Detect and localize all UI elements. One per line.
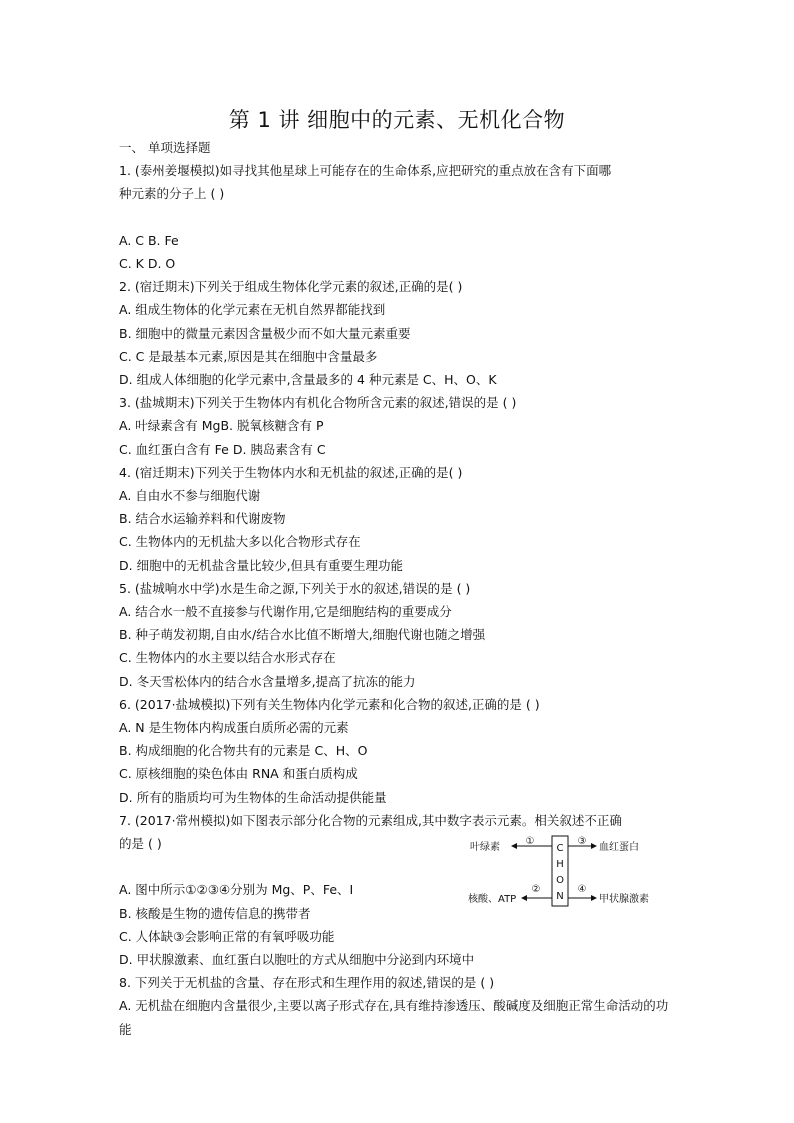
q2-option-b: B. 细胞中的微量元素因含量极少而不如大量元素重要 bbox=[119, 325, 411, 341]
section-heading: 一、 单项选择题 bbox=[119, 140, 211, 155]
q3-options-cd: C. 血红蛋白含有 Fe D. 胰岛素含有 C bbox=[119, 441, 326, 457]
q5-option-c: C. 生物体内的水主要以结合水形式存在 bbox=[119, 650, 336, 666]
q7-stem-line2: 的是 ( ) bbox=[119, 836, 162, 852]
blank-line bbox=[119, 206, 679, 229]
q5-option-a: A. 结合水一般不直接参与代谢作用,它是细胞结构的重要成分 bbox=[119, 604, 452, 620]
q2-option-d: D. 组成人体细胞的化学元素中,含量最多的 4 种元素是 C、H、O、K bbox=[119, 372, 497, 388]
label-thyroid-hormone: 甲状腺激素 bbox=[599, 894, 649, 905]
q6-stem: 6. (2017·盐城模拟)下列有关生物体内化学元素和化合物的叙述,正确的是 ( ) bbox=[119, 696, 540, 712]
box-letter-c: C bbox=[556, 843, 564, 854]
q1-stem-line2: 种元素的分子上 ( ) bbox=[119, 186, 225, 202]
box-letter-h: H bbox=[556, 859, 564, 870]
label-hemoglobin: 血红蛋白 bbox=[599, 842, 639, 853]
q1-options-ab: A. C B. Fe bbox=[119, 232, 179, 248]
q1-stem-line1: 1. (泰州姜堰模拟)如寻找其他星球上可能存在的生命体系,应把研究的重点放在含有下面哪 bbox=[119, 163, 612, 179]
page-title: 第 1 讲 细胞中的元素、无机化合物 bbox=[228, 108, 566, 132]
circle-label-2: ② bbox=[531, 884, 541, 895]
q2-option-a: A. 组成生物体的化学元素在无机自然界都能找到 bbox=[119, 302, 386, 318]
q6-option-a: A. N 是生物体内构成蛋白质所必需的元素 bbox=[119, 720, 349, 736]
q4-option-c: C. 生物体内的无机盐大多以化合物形式存在 bbox=[119, 534, 361, 550]
circle-label-3: ③ bbox=[577, 836, 587, 847]
q3-stem: 3. (盐城期末)下列关于生物体内有机化合物所含元素的叙述,错误的是 ( ) bbox=[119, 395, 517, 411]
q2-option-c: C. C 是最基本元素,原因是其在细胞中含量最多 bbox=[119, 348, 378, 364]
q7-stem-line1: 7. (2017·常州模拟)如下图表示部分化合物的元素组成,其中数字表示元素。相关叙述不正确 bbox=[119, 812, 622, 828]
q5-stem: 5. (盐城响水中学)水是生命之源,下列关于水的叙述,错误的是 ( ) bbox=[119, 580, 471, 596]
q6-option-b: B. 构成细胞的化合物共有的元素是 C、H、O bbox=[119, 743, 368, 759]
q5-option-b: B. 种子萌发初期,自由水/结合水比值不断增大,细胞代谢也随之增强 bbox=[119, 627, 486, 643]
q3-options-ab: A. 叶绿素含有 MgB. 脱氧核糖含有 P bbox=[119, 418, 324, 434]
circle-label-1: ① bbox=[525, 836, 535, 847]
q6-option-c: C. 原核细胞的染色体由 RNA 和蛋白质构成 bbox=[119, 766, 358, 782]
q7-option-c: C. 人体缺③会影响正常的有氧呼吸功能 bbox=[119, 928, 335, 944]
label-chlorophyll: 叶绿素 bbox=[470, 842, 500, 853]
q7-option-d: D. 甲状腺激素、血红蛋白以胞吐的方式从细胞中分泌到内环境中 bbox=[119, 952, 475, 968]
box-letter-n: N bbox=[556, 891, 564, 902]
q4-option-d: D. 细胞中的无机盐含量比较少,但具有重要生理功能 bbox=[119, 557, 404, 573]
element-composition-diagram bbox=[468, 832, 688, 910]
q1-options-cd: C. K D. O bbox=[119, 256, 176, 271]
q4-stem: 4. (宿迁期末)下列关于生物体内水和无机盐的叙述,正确的是( ) bbox=[119, 464, 463, 480]
q7-option-b: B. 核酸是生物的遗传信息的携带者 bbox=[119, 905, 311, 921]
q4-option-b: B. 结合水运输养料和代谢废物 bbox=[119, 511, 286, 527]
diagram-svg bbox=[468, 832, 688, 910]
q2-stem: 2. (宿迁期末)下列关于组成生物体化学元素的叙述,正确的是( ) bbox=[119, 279, 463, 295]
q6-option-d: D. 所有的脂质均可为生物体的生命活动提供能量 bbox=[119, 789, 387, 805]
circle-label-4: ④ bbox=[577, 884, 587, 895]
q8-option-a: A. 无机盐在细胞内含量很少,主要以离子形式存在,具有维持渗透压、酸碱度及细胞正常生命活动的功能 bbox=[119, 998, 669, 1037]
q5-option-d: D. 冬天雪松体内的结合水含量增多,提高了抗冻的能力 bbox=[119, 673, 416, 689]
q8-stem: 8. 下列关于无机盐的含量、存在形式和生理作用的叙述,错误的是 ( ) bbox=[119, 975, 495, 991]
q7-option-a: A. 图中所示①②③④分别为 Mg、P、Fe、I bbox=[119, 882, 354, 898]
q4-option-a: A. 自由水不参与细胞代谢 bbox=[119, 488, 261, 504]
label-nucleic-acid-atp: 核酸、ATP bbox=[468, 894, 517, 905]
box-letter-o: O bbox=[556, 875, 564, 886]
